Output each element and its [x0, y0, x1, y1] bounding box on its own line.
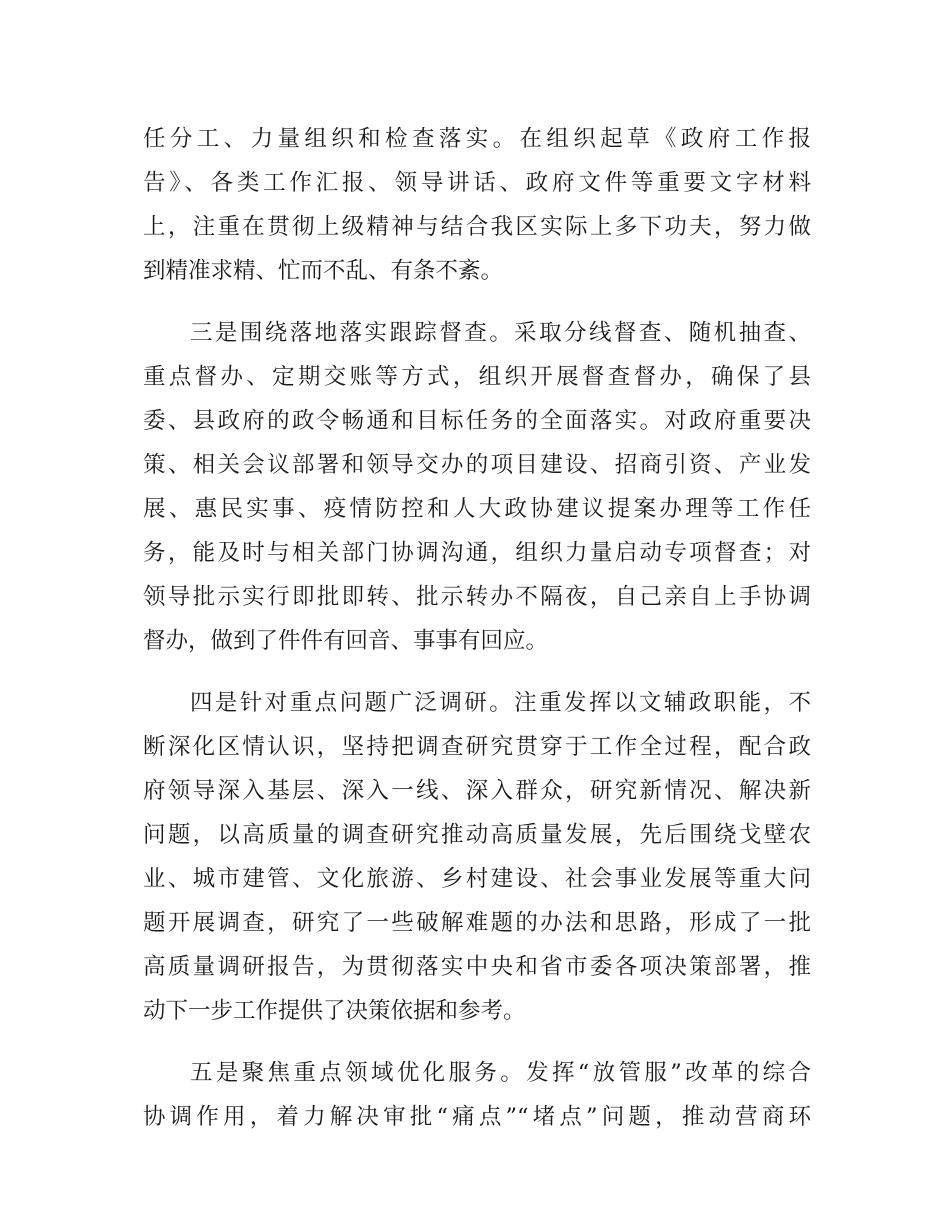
paragraph-service-optimization: [143, 1051, 811, 1139]
text-line: 题开展调查，研究了一些破解难题的办法和思路，形成了一批: [143, 910, 811, 936]
text-line: 告》、各类工作汇报、领导讲话、政府文件等重要文字材料: [143, 170, 811, 196]
text-line: 展、惠民实事、疫情防控和人大政协建议提案办理等工作任: [143, 496, 811, 522]
text-line: 到精准求精、忙而不乱、有条不紊。: [143, 258, 504, 284]
text-line: 务，能及时与相关部门协调沟通，组织力量启动专项督查；对: [143, 540, 811, 566]
text-line: 委、县政府的政令畅通和目标任务的全面落实。对政府重要决: [143, 408, 811, 434]
paragraph-responsibility-division: [143, 117, 811, 293]
text-line: 督办，做到了件件有回音、事事有回应。: [143, 628, 549, 654]
text-line: 动下一步工作提供了决策依据和参考。: [143, 998, 526, 1024]
paragraph-research: [143, 681, 811, 1033]
text-line: 五是聚焦重点领域优化服务。发挥“放管服”改革的综合: [190, 1060, 811, 1086]
text-line: 府领导深入基层、深入一线、深入群众，研究新情况、解决新: [143, 778, 811, 804]
text-line: 高质量调研报告，为贯彻落实中央和省市委各项决策部署，推: [143, 954, 811, 980]
text-line: 策、相关会议部署和领导交办的项目建设、招商引资、产业发: [143, 452, 811, 478]
text-line: 断深化区情认识，坚持把调查研究贯穿于工作全过程，配合政: [143, 734, 811, 760]
text-line: 三是围绕落地落实跟踪督查。采取分线督查、随机抽查、: [190, 320, 811, 346]
paragraph-supervision: [143, 311, 811, 663]
text-line: 问题，以高质量的调查研究推动高质量发展，先后围绕戈壁农: [143, 822, 811, 848]
document-page: [143, 117, 811, 1139]
text-line: 上，注重在贯彻上级精神与结合我区实际上多下功夫，努力做: [143, 214, 811, 240]
text-line: 协调作用，着力解决审批“痛点”“堵点”问题，推动营商环: [143, 1104, 811, 1130]
text-line: 领导批示实行即批即转、批示转办不隔夜，自己亲自上手协调: [143, 584, 811, 610]
text-line: 四是针对重点问题广泛调研。注重发挥以文辅政职能，不: [190, 690, 811, 716]
text-line: 任分工、力量组织和检查落实。在组织起草《政府工作报: [143, 126, 811, 152]
text-line: 重点督办、定期交账等方式，组织开展督查督办，确保了县: [143, 364, 811, 390]
text-line: 业、城市建管、文化旅游、乡村建设、社会事业发展等重大问: [143, 866, 811, 892]
